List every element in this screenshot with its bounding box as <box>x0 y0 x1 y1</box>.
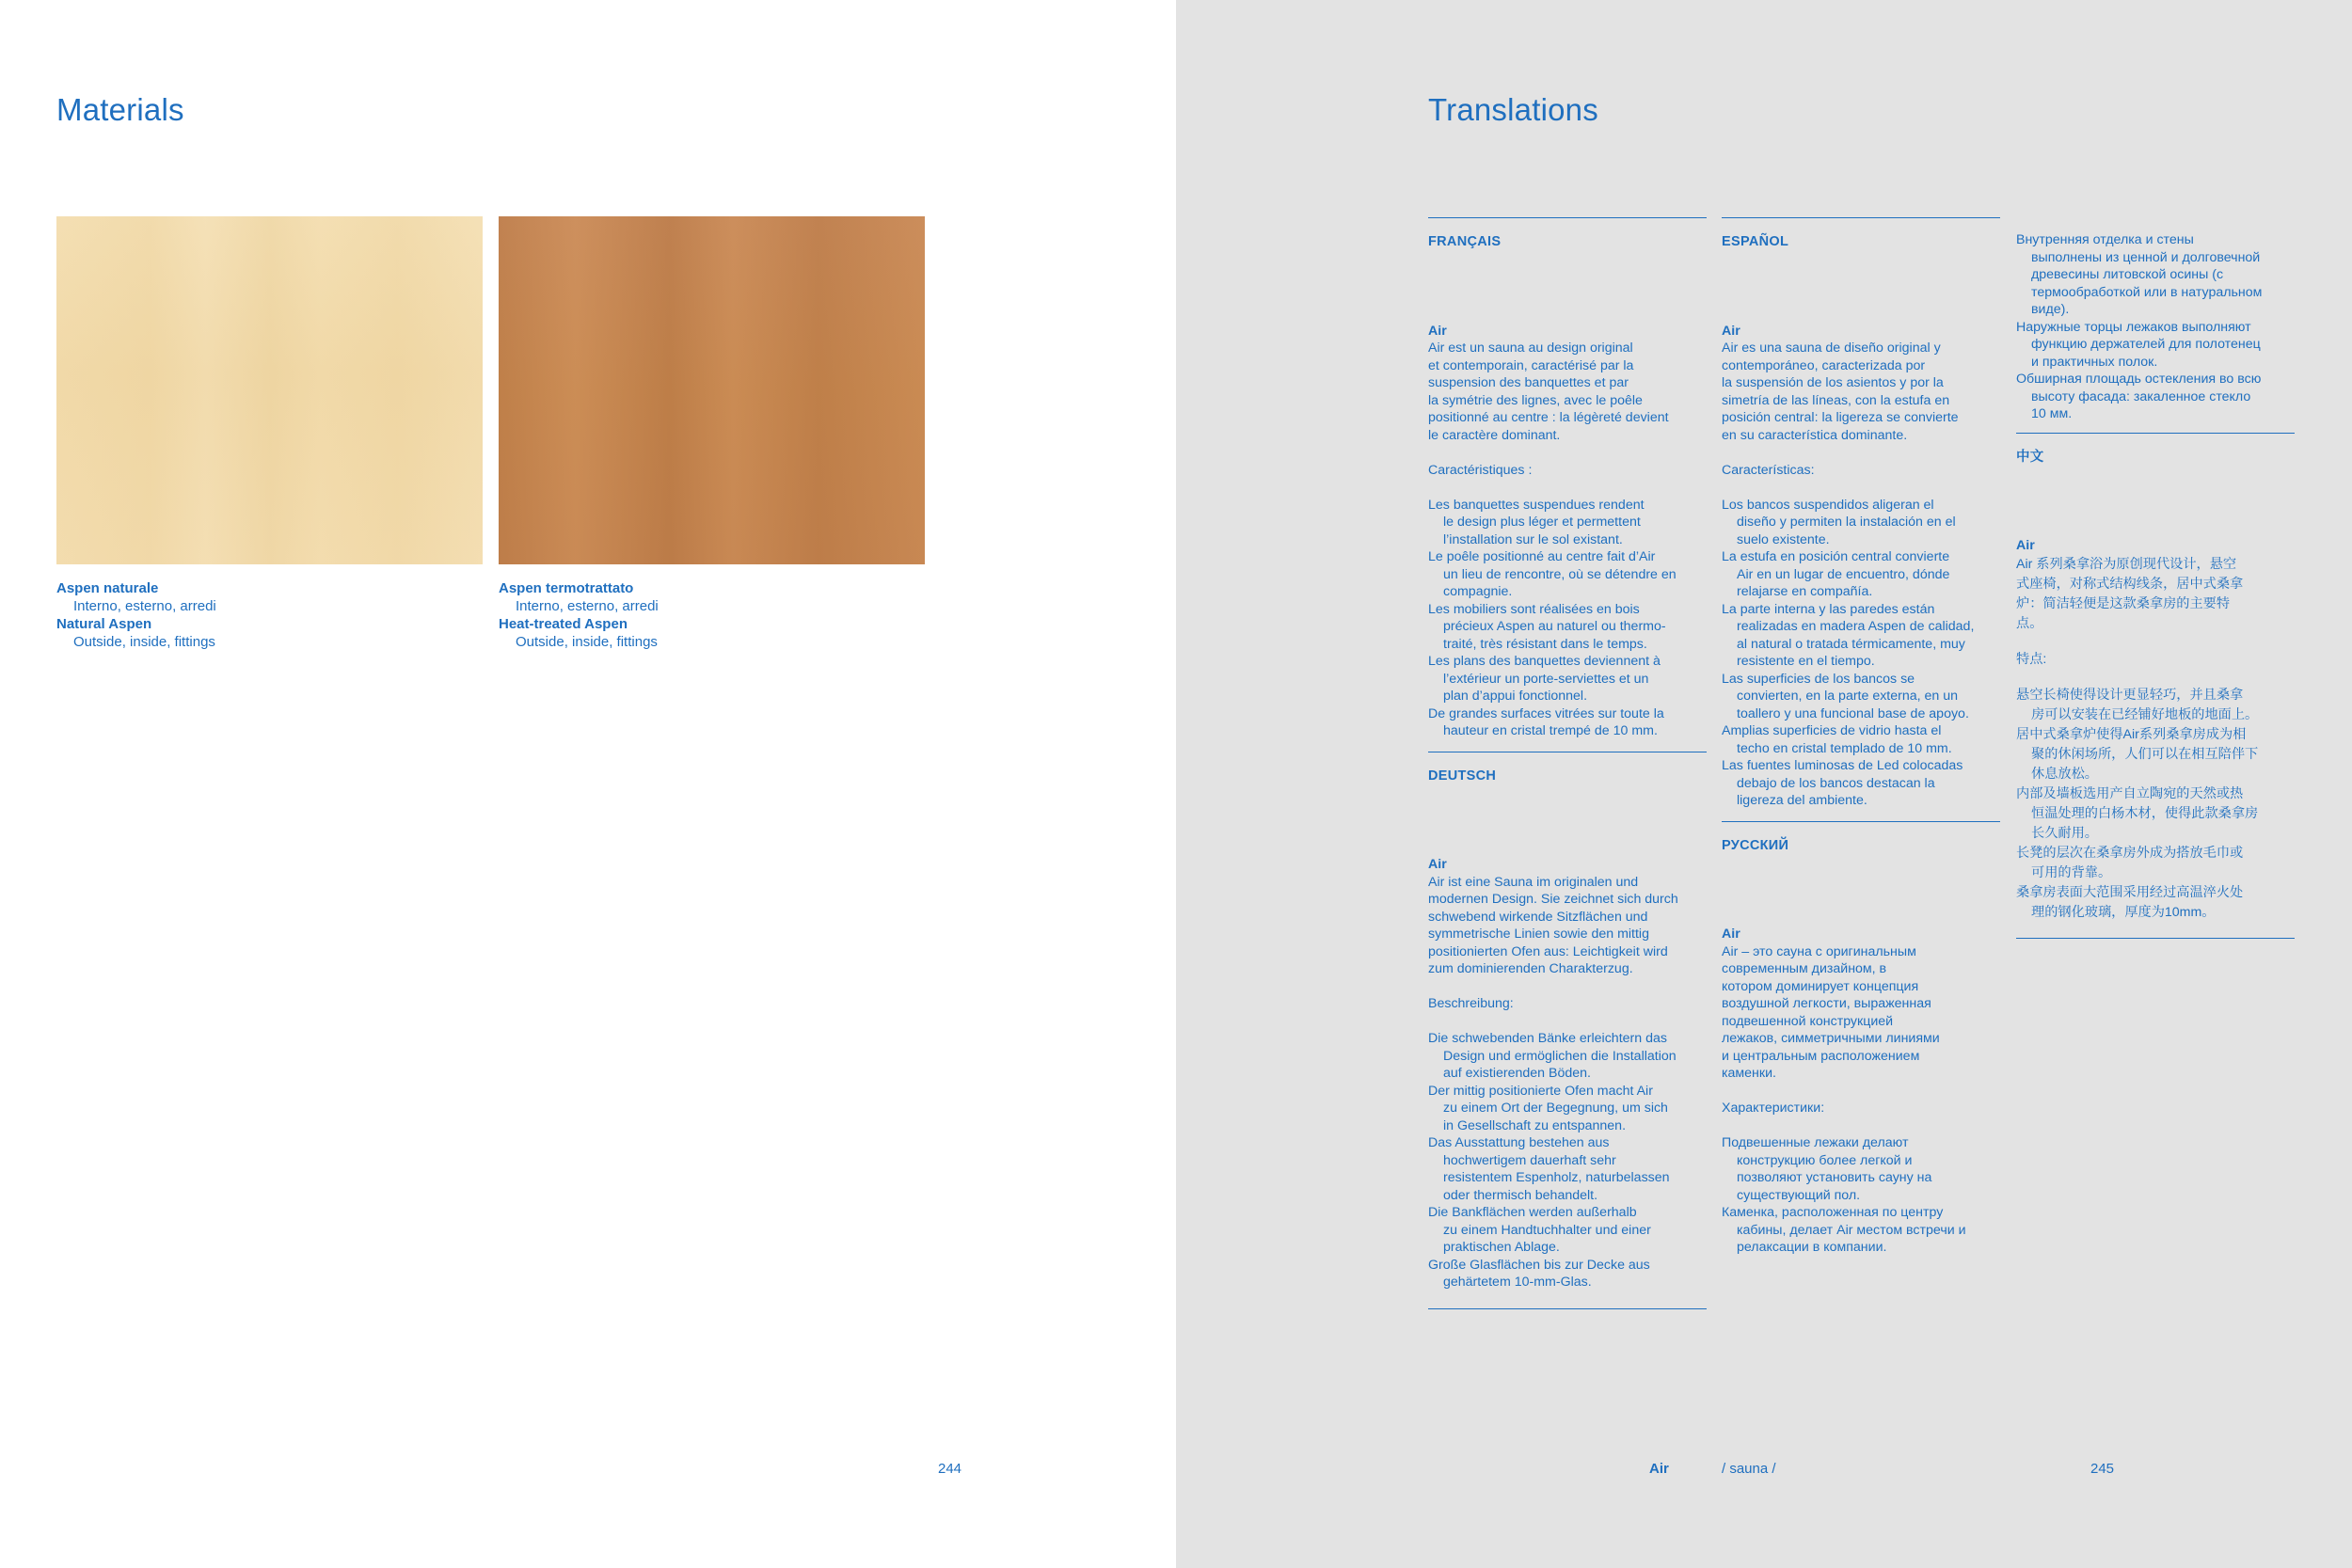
text-line: la suspensión de los asientos y por la <box>1722 375 1944 390</box>
section-heading: FRANÇAIS <box>1428 234 1502 249</box>
feature-item <box>2016 686 2295 725</box>
text-line: la symétrie des lignes, avec le poêle <box>1428 392 1643 408</box>
feature-item <box>1428 1257 1707 1291</box>
text-line: релаксации в компании. <box>1737 1240 1887 1255</box>
feature-list <box>1722 1134 2000 1257</box>
translation-column-2 <box>1722 217 2000 1257</box>
text-line: 可用的背靠。 <box>2031 865 2112 880</box>
text-line: выполнены из ценной и долговечной <box>2031 249 2261 265</box>
text-line: convierten, en la parte externa, en un <box>1737 689 1959 704</box>
text-line: debajo de los bancos destacan la <box>1737 775 1935 791</box>
text-line: Las fuentes luminosas de Led colocadas <box>1722 758 1963 773</box>
feature-item <box>1428 1083 1707 1135</box>
text-line: le design plus léger et permettent <box>1443 515 1641 530</box>
material-name-en: Heat-treated Aspen <box>499 616 628 632</box>
text-line: 聚的休闲场所，人们可以在相互陪伴下 <box>2031 747 2259 762</box>
text-line: и центральным расположением <box>1722 1048 1920 1064</box>
features-label: 特点: <box>2016 652 2047 667</box>
text-line: высоту фасада: закаленное стекло <box>2031 388 2251 404</box>
feature-list-continued <box>2016 231 2295 423</box>
text-line: Подвешенные лежаки делают <box>1722 1135 1909 1150</box>
text-line: modernen Design. Sie zeichnet sich durch <box>1428 892 1678 907</box>
page-title: Materials <box>56 92 184 127</box>
page-number: 244 <box>938 1461 962 1477</box>
text-line: 理的钢化玻璃，厚度为10mm。 <box>2031 905 2216 920</box>
feature-item <box>1722 1204 2000 1257</box>
intro-text <box>2016 555 2295 634</box>
text-line: Große Glasflächen bis zur Decke aus <box>1428 1257 1650 1273</box>
product-name: Air <box>1428 857 1447 872</box>
feature-item <box>1428 497 1707 549</box>
text-line: l’extérieur un porte-serviettes et un <box>1443 671 1649 687</box>
feature-item <box>1428 1030 1707 1083</box>
translation-column-1 <box>1428 217 1707 1309</box>
feature-item <box>2016 319 2295 372</box>
text-line: in Gesellschaft zu entspannen. <box>1443 1117 1627 1133</box>
text-line: Внутренняя отделка и стены <box>2016 232 2194 247</box>
text-line: 恒温处理的白杨木材，使得此款桑拿房 <box>2031 806 2259 821</box>
features-label: Características: <box>1722 462 1815 478</box>
text-line: 长凳的层次在桑拿房外成为搭放毛巾或 <box>2016 846 2244 861</box>
material-name-en: Natural Aspen <box>56 616 152 632</box>
text-line: l’installation sur le sol existant. <box>1443 531 1623 547</box>
feature-item <box>2016 784 2295 844</box>
text-line: auf existierenden Böden. <box>1443 1066 1591 1081</box>
text-line: et contemporain, caractérisé par la <box>1428 357 1634 373</box>
divider <box>1722 821 2000 822</box>
text-line: oder thermisch behandelt. <box>1443 1187 1598 1203</box>
material-use-it: Interno, esterno, arredi <box>516 598 659 614</box>
text-line: каменки. <box>1722 1066 1776 1081</box>
section-russian <box>1722 837 2000 1257</box>
section-heading: РУССКИЙ <box>1722 837 1789 853</box>
text-line: schwebend wirkende Sitzflächen und <box>1428 909 1648 925</box>
feature-item <box>2016 231 2295 319</box>
text-line: gehärtetem 10-mm-Glas. <box>1443 1275 1592 1290</box>
feature-item <box>1722 722 2000 757</box>
text-line: функцию держателей для полотенец <box>2031 337 2261 352</box>
text-line: Amplias superficies de vidrio hasta el <box>1722 723 1942 738</box>
section-chinese <box>2016 449 2295 940</box>
text-line: 点。 <box>2016 615 2043 631</box>
text-line: al natural o tratada térmicamente, muy <box>1737 636 1965 652</box>
text-line: Design und ermöglichen die Installation <box>1443 1048 1677 1064</box>
text-line: термообработкой или в натуральном <box>2031 284 2263 300</box>
intro-text <box>1722 943 2000 1083</box>
divider <box>1722 217 2000 218</box>
text-line: simetría de las líneas, con la estufa en <box>1722 392 1950 408</box>
text-line: suelo existente. <box>1737 531 1830 547</box>
text-line: contemporáneo, caracterizada por <box>1722 357 1926 373</box>
text-line: toallero y una funcional base de apoyo. <box>1737 705 1969 721</box>
text-line: le caractère dominant. <box>1428 427 1561 443</box>
material-name-it: Aspen termotrattato <box>499 580 634 596</box>
text-line: виде). <box>2031 302 2070 317</box>
text-line: zu einem Ort der Begegnung, um sich <box>1443 1101 1668 1116</box>
feature-list <box>2016 686 2295 923</box>
natural-aspen-caption <box>56 579 216 651</box>
feature-list <box>1428 497 1707 740</box>
feature-item <box>1428 705 1707 740</box>
text-line: précieux Aspen au naturel ou thermo- <box>1443 619 1666 634</box>
footer-product: Air <box>1649 1461 1669 1477</box>
text-line: Die Bankflächen werden außerhalb <box>1428 1205 1637 1220</box>
divider <box>1428 217 1707 218</box>
text-line: котором доминирует концепция <box>1722 978 1919 994</box>
product-name: Air <box>2016 538 2035 553</box>
text-line: Обширная площадь остекления во всю <box>2016 372 2262 387</box>
text-line: plan d’appui fonctionnel. <box>1443 689 1588 704</box>
material-use-en: Outside, inside, fittings <box>516 634 658 650</box>
product-name: Air <box>1722 323 1740 339</box>
section-francais <box>1428 217 1707 752</box>
text-line: 桑拿房表面大范围采用经过高温淬火处 <box>2016 885 2244 900</box>
natural-aspen-swatch <box>56 216 483 564</box>
text-line: Air ist eine Sauna im originalen und <box>1428 874 1639 890</box>
text-line: posición central: la ligereza se convierte <box>1722 410 1959 425</box>
text-line: resistentem Espenholz, naturbelassen <box>1443 1170 1670 1185</box>
feature-item <box>1722 757 2000 810</box>
text-line: Das Ausstattung bestehen aus <box>1428 1135 1610 1150</box>
feature-list <box>1722 497 2000 810</box>
feature-item <box>1428 1134 1707 1204</box>
text-line: positionierten Ofen aus: Leichtigkeit wird <box>1428 943 1668 959</box>
text-line: hauteur en cristal trempé de 10 mm. <box>1443 723 1658 738</box>
material-use-it: Interno, esterno, arredi <box>73 598 216 614</box>
feature-item <box>1722 548 2000 601</box>
intro-text <box>1428 874 1707 978</box>
text-line: De grandes surfaces vitrées sur toute la <box>1428 705 1664 721</box>
intro-text <box>1428 340 1707 444</box>
text-line: praktischen Ablage. <box>1443 1240 1560 1255</box>
section-espanol <box>1722 217 2000 822</box>
text-line: suspension des banquettes et par <box>1428 375 1629 390</box>
text-line: Le poêle positionné au centre fait d’Air <box>1428 549 1656 564</box>
feature-item <box>2016 725 2295 784</box>
text-line: 内部及墙板选用产自立陶宛的天然或热 <box>2016 786 2244 801</box>
feature-item <box>2016 844 2295 883</box>
text-line: 长久耐用。 <box>2031 826 2098 841</box>
text-line: Наружные торцы лежаков выполняют <box>2016 319 2251 335</box>
text-line: 式座椅，对称式结构线条，居中式桑拿 <box>2016 576 2244 592</box>
feature-item <box>1722 497 2000 549</box>
feature-item <box>1428 1204 1707 1257</box>
feature-item <box>1428 601 1707 654</box>
text-line: конструкцию более легкой и <box>1737 1152 1913 1168</box>
text-line: symmetrische Linien sowie den mittig <box>1428 927 1649 942</box>
text-line: positionné au centre : la légèreté devient <box>1428 410 1669 425</box>
text-line: Las superficies de los bancos se <box>1722 671 1915 687</box>
text-line: ligereza del ambiente. <box>1737 793 1867 808</box>
text-line: zu einem Handtuchhalter und einer <box>1443 1222 1651 1238</box>
text-line: techo en cristal templado de 10 mm. <box>1737 740 1952 756</box>
footer-category: / sauna / <box>1722 1461 1776 1477</box>
text-line: Les banquettes suspendues rendent <box>1428 497 1645 513</box>
text-line: Air es una sauna de diseño original y <box>1722 341 1941 356</box>
text-line: 悬空长椅使得设计更显轻巧，并且桑拿 <box>2016 688 2244 703</box>
section-heading: ESPAÑOL <box>1722 234 1789 249</box>
material-name-it: Aspen naturale <box>56 580 159 596</box>
text-line: diseño y permiten la instalación en el <box>1737 515 1956 530</box>
text-line: La estufa en posición central convierte <box>1722 549 1950 564</box>
right-page <box>1176 0 2352 1568</box>
text-line: Air – это сауна с оригинальным <box>1722 943 1916 959</box>
text-line: 居中式桑拿炉使得Air系列桑拿房成为相 <box>2016 727 2247 742</box>
text-line: La parte interna y las paredes están <box>1722 601 1935 617</box>
features-label: Caractéristiques : <box>1428 462 1533 478</box>
translation-column-3 <box>2016 231 2295 939</box>
section-deutsch <box>1428 768 1707 1309</box>
text-line: 休息放松。 <box>2031 767 2098 782</box>
text-line: Die schwebenden Bänke erleichtern das <box>1428 1031 1667 1046</box>
text-line: воздушной легкости, выраженная <box>1722 996 1931 1011</box>
page-number: 245 <box>2090 1461 2115 1477</box>
text-line: hochwertigem dauerhaft sehr <box>1443 1152 1616 1168</box>
text-line: Каменка, расположенная по центру <box>1722 1205 1944 1220</box>
intro-text <box>1722 340 2000 444</box>
text-line: Les plans des banquettes deviennent à <box>1428 654 1661 669</box>
section-heading: DEUTSCH <box>1428 768 1497 784</box>
heat-treated-aspen-caption <box>499 579 659 651</box>
text-line: relajarse en compañía. <box>1737 584 1873 599</box>
text-line: Los bancos suspendidos aligeran el <box>1722 497 1934 513</box>
text-line: подвешенной конструкцией <box>1722 1013 1894 1029</box>
text-line: un lieu de rencontre, où se détendre en <box>1443 566 1677 582</box>
feature-list <box>1428 1030 1707 1291</box>
text-line: лежаков, симметричными линиями <box>1722 1031 1940 1046</box>
features-label: Характеристики: <box>1722 1101 1825 1116</box>
text-line: Air est un sauna au design original <box>1428 341 1633 356</box>
product-name: Air <box>1428 323 1447 339</box>
text-line: кабины, делает Air местом встречи и <box>1737 1222 1966 1238</box>
feature-item <box>2016 371 2295 423</box>
text-line: compagnie. <box>1443 584 1513 599</box>
text-line: 房可以安装在已经铺好地板的地面上。 <box>2031 707 2259 722</box>
text-line: traité, très résistant dans le temps. <box>1443 636 1647 652</box>
text-line: 10 мм. <box>2031 406 2073 421</box>
divider <box>2016 433 2295 434</box>
text-line: и практичных полок. <box>2031 354 2158 370</box>
features-label: Beschreibung: <box>1428 996 1514 1011</box>
text-line: resistente en el tiempo. <box>1737 654 1875 669</box>
divider <box>2016 938 2295 939</box>
text-line: Les mobiliers sont réalisées en bois <box>1428 601 1640 617</box>
text-line: 炉：简洁轻便是这款桑拿房的主要特 <box>2016 595 2231 611</box>
feature-item <box>1722 601 2000 671</box>
product-name: Air <box>1722 927 1740 942</box>
text-line: en su característica dominante. <box>1722 427 1908 443</box>
feature-item <box>1428 653 1707 705</box>
section-heading: 中文 <box>2016 449 2044 465</box>
page-title: Translations <box>1428 92 1598 127</box>
heat-treated-aspen-swatch <box>499 216 925 564</box>
text-line: существующий пол. <box>1737 1187 1861 1203</box>
material-use-en: Outside, inside, fittings <box>73 634 215 650</box>
text-line: zum dominierenden Charakterzug. <box>1428 961 1633 976</box>
text-line: Air en un lugar de encuentro, dónde <box>1737 566 1950 582</box>
text-line: Der mittig positionierte Ofen macht Air <box>1428 1083 1653 1099</box>
text-line: Air 系列桑拿浴为原创现代设计，悬空 <box>2016 556 2237 572</box>
feature-item <box>1722 1134 2000 1204</box>
text-line: древесины литовской осины (с <box>2031 267 2224 282</box>
feature-item <box>1722 671 2000 723</box>
text-line: realizadas en madera Aspen de calidad, <box>1737 619 1975 634</box>
text-line: современным дизайном, в <box>1722 961 1887 976</box>
feature-item <box>2016 883 2295 923</box>
divider <box>1428 1308 1707 1309</box>
feature-item <box>1428 548 1707 601</box>
text-line: позволяют установить сауну на <box>1737 1170 1932 1185</box>
